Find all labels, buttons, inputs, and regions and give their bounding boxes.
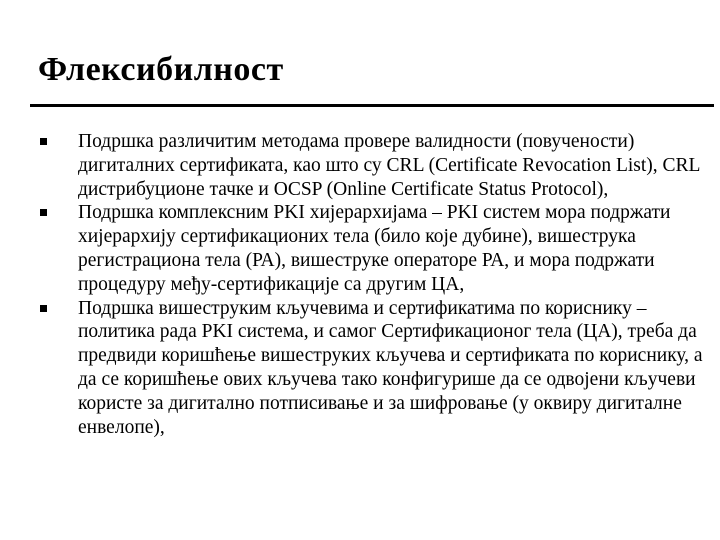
bullet-list (40, 130, 712, 439)
bullet-item (40, 130, 712, 201)
bullet-text: Подршка комплексним PKI хијерархијама – PKI систем мора подржати хијерархију сертификационих тела (било које дубине), вишеструка регистрациона тела (РА), вишеструке операторе РА, и мора подржати процедуру међу-сертификације са другим ЦА, (78, 202, 671, 295)
square-bullet-icon (40, 138, 47, 145)
bullet-text: Подршка различитим методама провере валидности (повучености) дигиталних сертификата, као што су CRL (Certificate Revocation List), CRL дистрибуционе тачке и OCSP (Online Certificate Status Protocol), (78, 131, 700, 200)
bullet-item (40, 297, 712, 440)
slide-title: Флексибилност (38, 51, 284, 88)
title-underline (30, 104, 714, 107)
square-bullet-icon (40, 305, 47, 312)
square-bullet-icon (40, 209, 47, 216)
bullet-text: Подршка вишеструким кључевима и сертификатима по кориснику – политика рада PKI система, и самог Сертификационог тела (ЦА), треба да предвиди коришћење вишеструких кључева и сертификата по кориснику, а да се коришћење ових кључева тако конфигурише да се одвојени кључеви користе за дигитално потписивање и за шифровање (у оквиру дигиталне енвелопе), (78, 297, 703, 438)
bullet-item (40, 201, 712, 296)
